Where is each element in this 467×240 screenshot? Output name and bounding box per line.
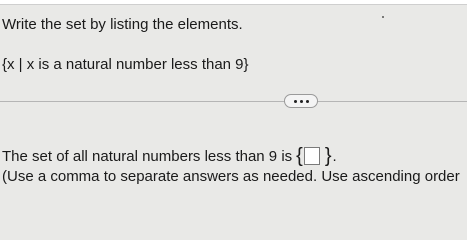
section-divider: [0, 92, 467, 112]
stray-dot: [382, 16, 384, 18]
answer-input-box[interactable]: [304, 147, 320, 165]
close-brace: }: [324, 145, 332, 167]
answer-instruction: (Use a comma to separate answers as needed. Use ascending order: [2, 168, 460, 185]
question-prompt: Write the set by listing the elements.: [2, 16, 243, 33]
answer-lead-text: The set of all natural numbers less than 9 is: [2, 147, 293, 165]
top-strip: [0, 0, 467, 5]
answer-period: .: [332, 147, 337, 165]
expand-more-button[interactable]: [284, 94, 318, 108]
divider-line: [0, 101, 467, 102]
dot-icon: [294, 100, 297, 103]
dot-icon: [306, 100, 309, 103]
dot-icon: [300, 100, 303, 103]
set-definition: {x | x is a natural number less than 9}: [2, 56, 249, 73]
open-brace: {: [296, 145, 303, 167]
answer-line: [2, 146, 337, 166]
